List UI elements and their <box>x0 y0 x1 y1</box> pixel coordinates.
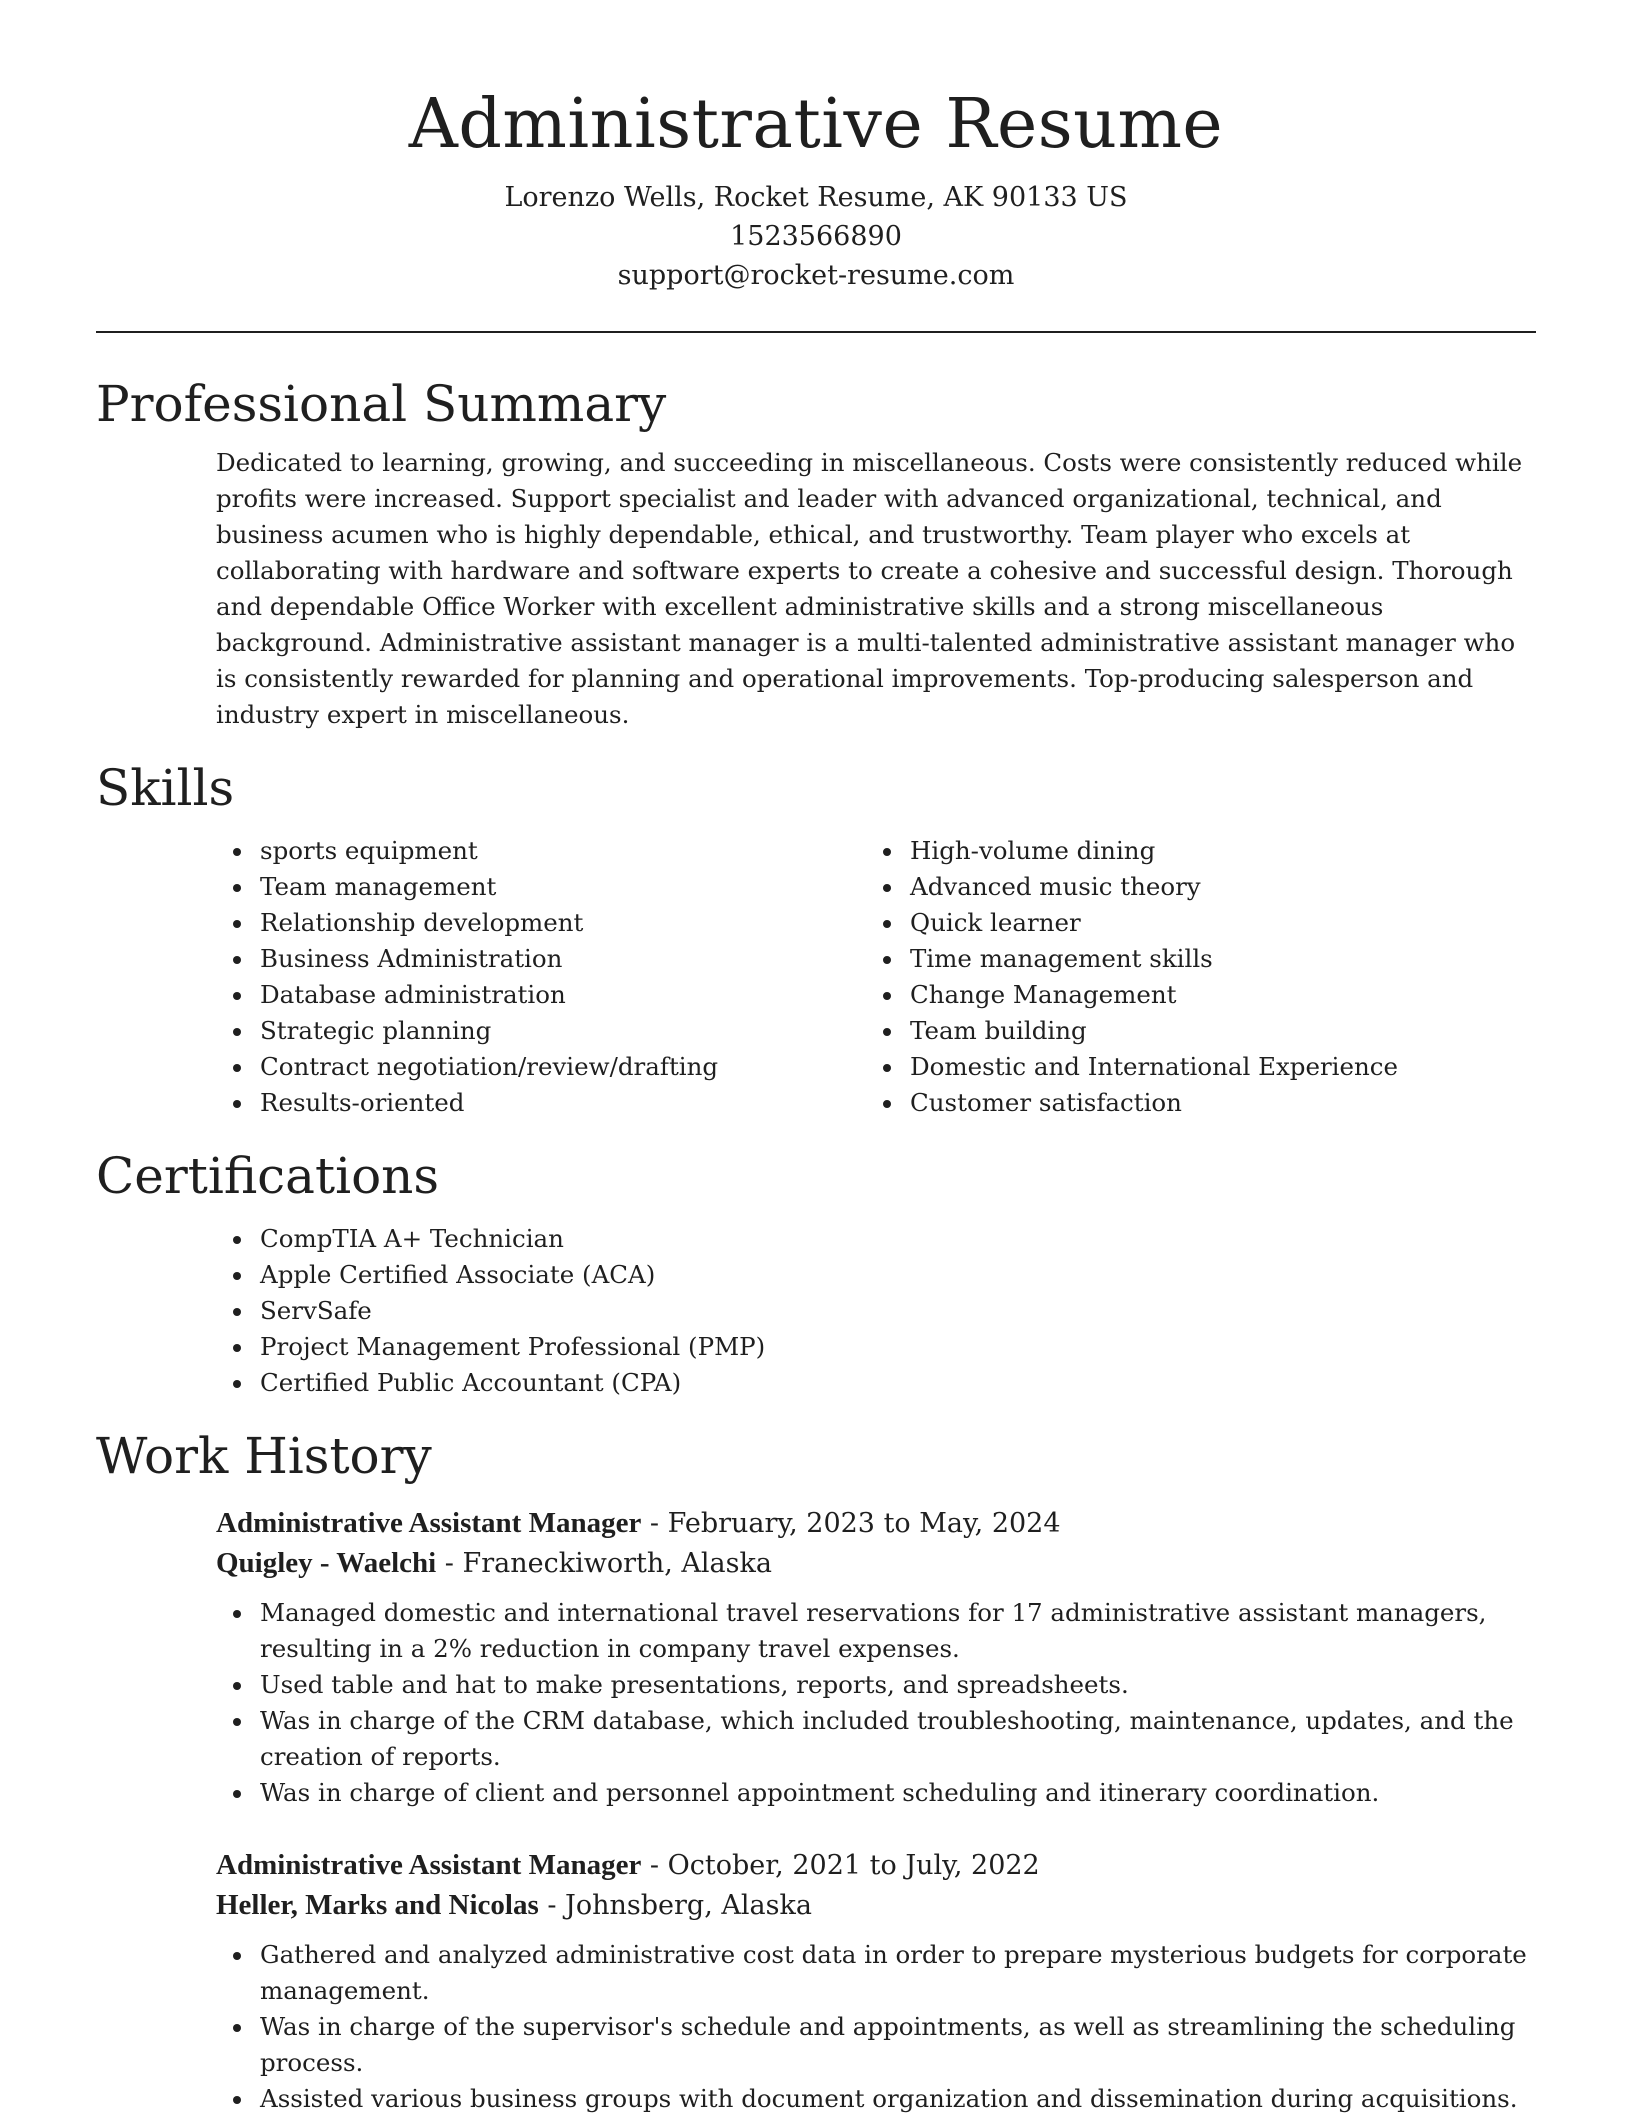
certification-item: CompTIA A+ Technician <box>216 1221 1536 1257</box>
skill-item: Relationship development <box>216 905 866 941</box>
skill-item: Customer satisfaction <box>866 1085 1516 1121</box>
job-company: Quigley - Waelchi <box>216 1547 437 1579</box>
certifications-heading: Certifications <box>96 1147 440 1205</box>
skills-list-left <box>216 833 866 1121</box>
skill-item: Advanced music theory <box>866 869 1516 905</box>
job-title: Administrative Assistant Manager <box>216 1507 642 1539</box>
certification-item: Apple Certified Associate (ACA) <box>216 1257 1536 1293</box>
contact-email: support@rocket-resume.com <box>617 260 1015 291</box>
job-title-line <box>216 1845 1536 1886</box>
job-company: Heller, Marks and Nicolas <box>216 1889 539 1921</box>
header-divider <box>96 331 1536 333</box>
certification-item: ServSafe <box>216 1293 1536 1329</box>
skill-item: Results-oriented <box>216 1085 866 1121</box>
skills-heading: Skills <box>96 759 235 817</box>
job-bullet: Was in charge of the supervisor's schedule and appointments, as well as streamlining the scheduling process. <box>216 2009 1536 2081</box>
skill-item: Time management skills <box>866 941 1516 977</box>
job-company-line <box>216 1544 1536 1583</box>
contact-info <box>96 178 1536 295</box>
work-history-heading: Work History <box>96 1427 432 1485</box>
resume-header <box>96 0 1536 295</box>
summary-section <box>96 371 1536 733</box>
page-title: Administrative Resume <box>408 85 1224 164</box>
job-bullet: Assisted various business groups with document organization and dissemination during acquisitions. <box>216 2081 1536 2117</box>
certifications-section <box>96 1143 1536 1401</box>
skills-grid <box>216 833 1536 1121</box>
job-bullet: Gathered and analyzed administrative cost data in order to prepare mysterious budgets for corporate management. <box>216 1937 1536 2009</box>
job-entry <box>216 1845 1536 2117</box>
work-history-section <box>96 1423 1536 2117</box>
skills-section <box>96 755 1536 1121</box>
job-location: - Johnsberg, Alaska <box>538 1890 812 1921</box>
job-bullets <box>216 1937 1536 2117</box>
skill-item: Contract negotiation/review/drafting <box>216 1049 866 1085</box>
job-bullet: Used table and hat to make presentations, reports, and spreadsheets. <box>216 1667 1536 1703</box>
certification-item: Certified Public Accountant (CPA) <box>216 1365 1536 1401</box>
contact-address: Lorenzo Wells, Rocket Resume, AK 90133 US <box>504 182 1128 213</box>
skill-item: Team management <box>216 869 866 905</box>
skill-item: Domestic and International Experience <box>866 1049 1516 1085</box>
certifications-list <box>216 1221 1536 1401</box>
resume-page <box>96 0 1536 2117</box>
job-bullets <box>216 1595 1536 1811</box>
job-dates: - October, 2021 to July, 2022 <box>641 1850 1040 1881</box>
job-company-line <box>216 1886 1536 1925</box>
skills-list-right <box>866 833 1516 1121</box>
job-dates: - February, 2023 to May, 2024 <box>641 1508 1061 1539</box>
skill-item: Team building <box>866 1013 1516 1049</box>
skill-item: Database administration <box>216 977 866 1013</box>
skill-item: Change Management <box>866 977 1516 1013</box>
skill-item: Business Administration <box>216 941 866 977</box>
skill-item: sports equipment <box>216 833 866 869</box>
job-entry <box>216 1503 1536 1811</box>
work-jobs <box>96 1503 1536 2117</box>
summary-heading: Professional Summary <box>96 375 667 433</box>
job-title: Administrative Assistant Manager <box>216 1849 642 1881</box>
skill-item: Strategic planning <box>216 1013 866 1049</box>
job-title-line <box>216 1503 1536 1544</box>
job-bullet: Was in charge of the CRM database, which included troubleshooting, maintenance, updates, and the creation of reports. <box>216 1703 1536 1775</box>
skill-item: Quick learner <box>866 905 1516 941</box>
certification-item: Project Management Professional (PMP) <box>216 1329 1536 1365</box>
summary-text: Dedicated to learning, growing, and succeeding in miscellaneous. Costs were consistently reduced while profits were increased. Support specialist and leader with advanced organizational, technical, and business acumen who is highly dependable, ethical, and trustworthy. Team player who excels at collaborating with hardware and software experts to create a cohesive and successful design. Thorough and dependable Office Worker with excellent administrative skills and a strong miscellaneous background. Administrative assistant manager is a multi-talented administrative assistant manager who is consistently rewarded for planning and operational improvements. Top-producing salesperson and industry expert in miscellaneous. <box>216 448 1523 729</box>
job-bullet: Managed domestic and international travel reservations for 17 administrative assistant managers, resulting in a 2% reduction in company travel expenses. <box>216 1595 1536 1667</box>
job-bullet: Was in charge of client and personnel appointment scheduling and itinerary coordination. <box>216 1775 1536 1811</box>
job-location: - Franeckiworth, Alaska <box>436 1548 772 1579</box>
contact-phone: 1523566890 <box>730 221 902 252</box>
skill-item: High-volume dining <box>866 833 1516 869</box>
